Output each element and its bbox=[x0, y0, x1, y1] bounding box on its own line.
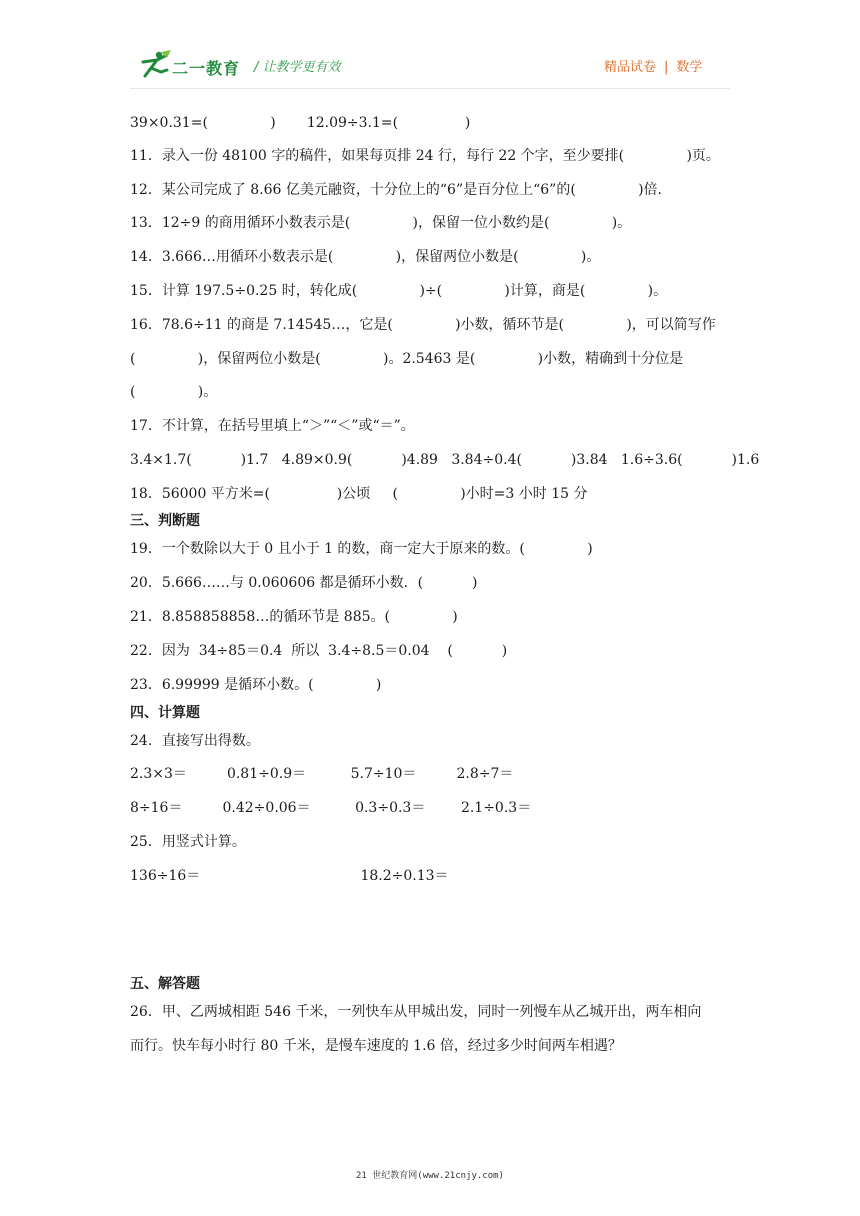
brand-slogan: / 让教学更有效 bbox=[254, 60, 341, 75]
question-line: 而行。快车每小时行 80 千米，是慢车速度的 1.6 倍，经过多少时间两车相遇？ bbox=[130, 1038, 622, 1054]
question-line: 25．用竖式计算。 bbox=[130, 834, 246, 850]
header-divider bbox=[130, 88, 730, 89]
header-label-paper: 精品试卷 bbox=[604, 60, 657, 75]
section-heading: 四、计算题 bbox=[130, 705, 200, 721]
question-line: 23．6.99999 是循环小数。( ) bbox=[130, 677, 382, 693]
header-separator: | bbox=[664, 60, 669, 75]
page-footer: 21 世纪教育网(www.21cnjy.com) bbox=[356, 1171, 504, 1181]
question-line: 17．不计算，在括号里填上“＞”“＜”或“＝”。 bbox=[130, 418, 415, 434]
question-line: 39×0.31=( ) 12.09÷3.1=( ) bbox=[130, 115, 471, 131]
question-line: 3.4×1.7( )1.7 4.89×0.9( )4.89 3.84÷0.4( )3.84 1.6÷3.6( )1.6 bbox=[130, 452, 760, 468]
question-line: 20．5.666……与 0.060606 都是循环小数．( ) bbox=[130, 575, 478, 591]
brand-name: 二一教育 bbox=[172, 59, 241, 78]
question-line: 2.3×3＝ 0.81÷0.9＝ 5.7÷10＝ 2.8÷7＝ bbox=[130, 766, 514, 782]
question-line: ( )，保留两位小数是( )。2.5463 是( )小数，精确到十分位是 bbox=[130, 351, 684, 367]
question-line: ( )。 bbox=[130, 384, 218, 400]
section-heading: 三、判断题 bbox=[130, 513, 200, 529]
question-line: 15．计算 197.5÷0.25 时，转化成( )÷( )计算，商是( )。 bbox=[130, 283, 668, 299]
runner-logo-icon bbox=[137, 50, 173, 80]
section-heading: 五、解答题 bbox=[130, 976, 200, 992]
question-line: 26．甲、乙两城相距 546 千米，一列快车从甲城出发，同时一列慢车从乙城开出，两车相向 bbox=[130, 1004, 702, 1020]
header-label-subject: 数学 bbox=[676, 60, 703, 75]
question-line: 13．12÷9 的商用循环小数表示是( )，保留一位小数约是( )。 bbox=[130, 215, 632, 231]
question-line: 18．56000 平方米=( )公顷 ( )小时=3 小时 15 分 bbox=[130, 486, 588, 502]
question-line: 11．录入一份 48100 字的稿件，如果每页排 24 行，每行 22 个字，至少要排( )页。 bbox=[130, 148, 720, 164]
header-labels bbox=[604, 56, 702, 75]
question-line: 24．直接写出得数。 bbox=[130, 733, 260, 749]
question-line: 19．一个数除以大于 0 且小于 1 的数，商一定大于原来的数。( ) bbox=[130, 541, 593, 557]
question-line: 21．8.858858858…的循环节是 885。( ) bbox=[130, 609, 458, 625]
page-header bbox=[0, 0, 860, 100]
question-line: 14．3.666…用循环小数表示是( )，保留两位小数是( )。 bbox=[130, 249, 601, 265]
question-line: 8÷16＝ 0.42÷0.06＝ 0.3÷0.3＝ 2.1÷0.3＝ bbox=[130, 800, 532, 816]
question-line: 136÷16＝ 18.2÷0.13＝ bbox=[130, 868, 449, 884]
question-line: 22．因为 34÷85＝0.4 所以 3.4÷8.5＝0.04 ( ) bbox=[130, 643, 508, 659]
question-line: 16．78.6÷11 的商是 7.14545…，它是( )小数，循环节是( )，可以简写作 bbox=[130, 317, 716, 333]
question-line: 12．某公司完成了 8.66 亿美元融资，十分位上的“6”是百分位上“6”的( )倍. bbox=[130, 182, 663, 198]
